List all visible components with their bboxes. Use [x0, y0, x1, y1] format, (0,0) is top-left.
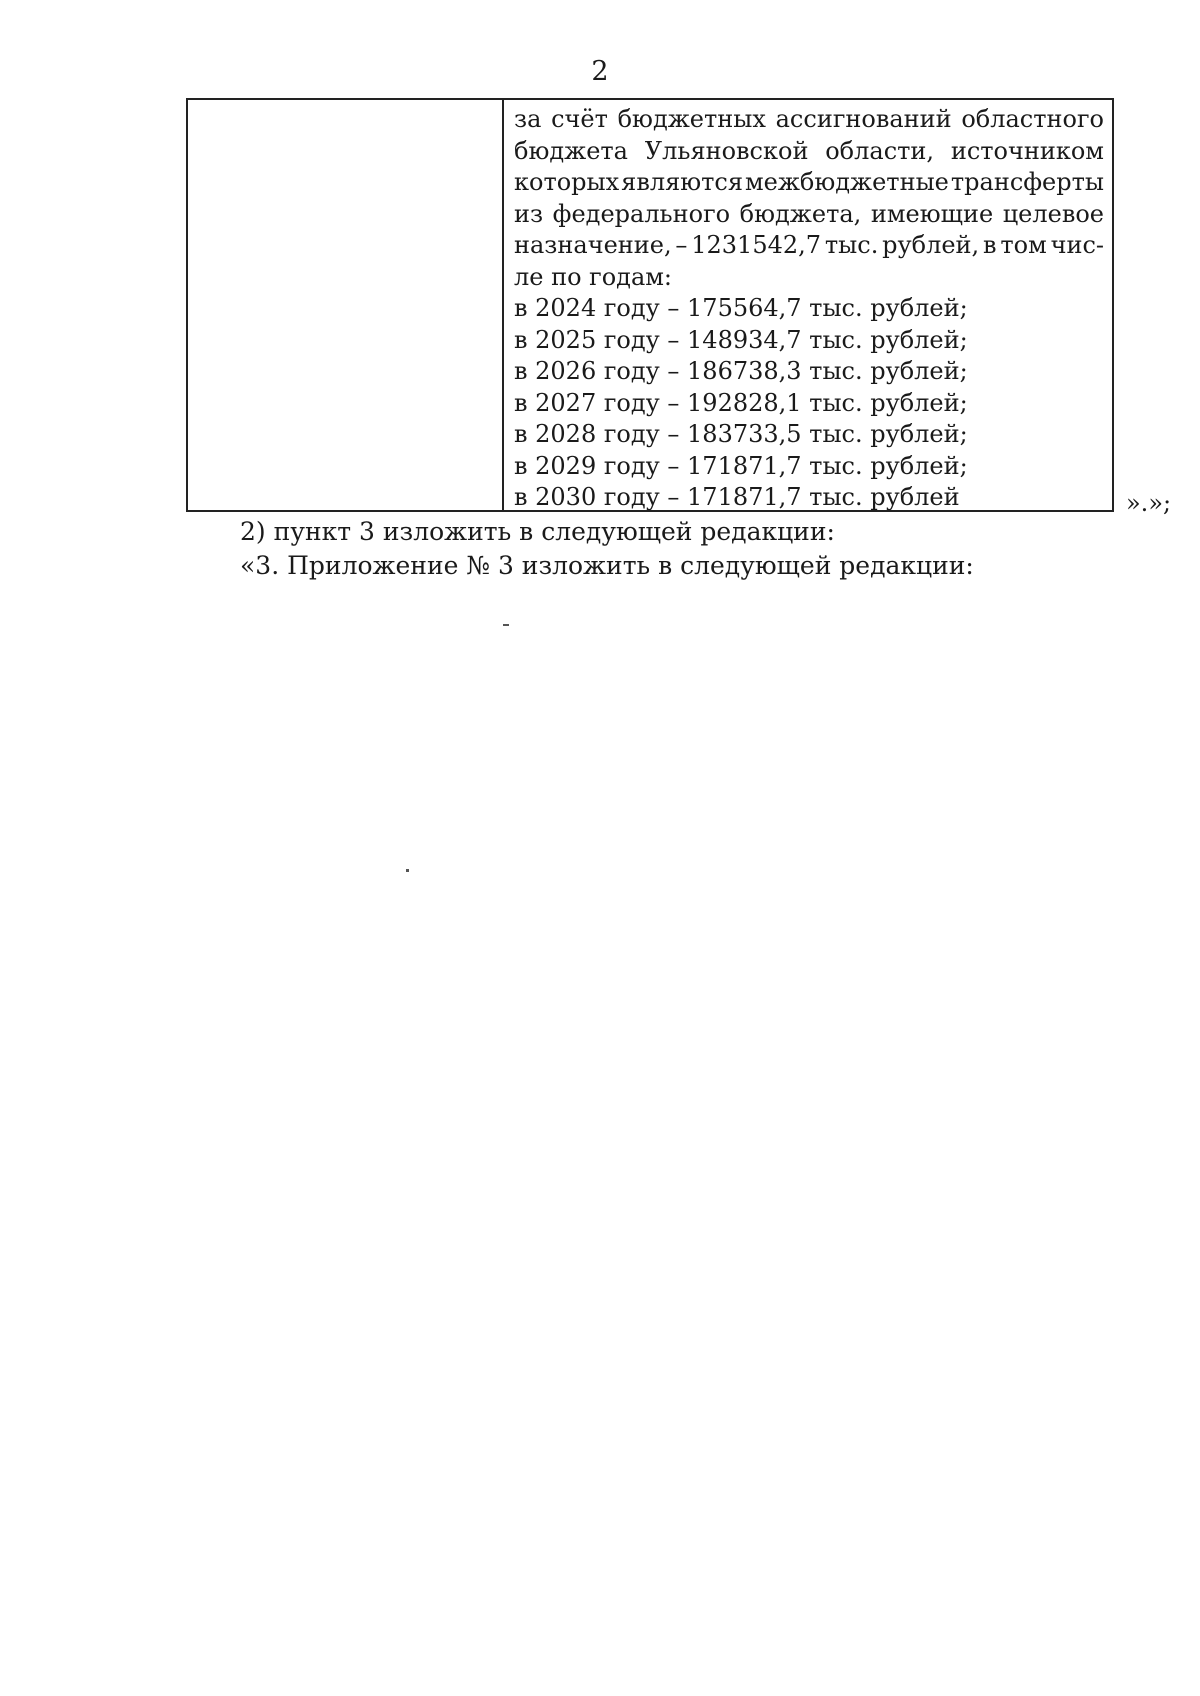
table-right-cell [514, 104, 1104, 514]
cell-line: ле по годам: [514, 262, 673, 291]
cell-word: рублей, [882, 231, 980, 259]
cell-word: являются [621, 168, 743, 196]
cell-word: том [1000, 231, 1047, 259]
cell-word: бюджета, [739, 199, 862, 228]
cell-line: в 2029 году – 171871,7 тыс. рублей; [514, 451, 968, 480]
cell-word: трансферты [950, 168, 1104, 196]
table-left-cell [188, 100, 504, 510]
scan-speck [503, 624, 509, 626]
page-number: 2 [591, 56, 609, 87]
cell-word: области, [825, 136, 935, 165]
cell-word: источником [950, 136, 1104, 165]
cell-word: бюджетных [617, 105, 766, 133]
cell-word: счёт [551, 105, 608, 133]
scan-speck [406, 869, 409, 872]
cell-word: за [514, 105, 542, 133]
cell-word: 1231542,7 [691, 231, 822, 259]
cell-word: тыс. [824, 231, 879, 259]
cell-word: назначение, [514, 231, 672, 259]
cell-line: в 2026 году – 186738,3 тыс. рублей; [514, 357, 968, 385]
amendment-table [186, 98, 1114, 512]
cell-line [514, 199, 1104, 231]
cell-word: имеющие [870, 199, 994, 228]
cell-line [514, 167, 1104, 199]
cell-word: целевое [1002, 199, 1104, 228]
cell-word: межбюджетные [744, 168, 949, 196]
cell-word: Ульяновской [644, 136, 809, 165]
cell-word: – [675, 231, 688, 259]
cell-word: которых [514, 168, 620, 196]
cell-line: в 2028 году – 183733,5 тыс. рублей; [514, 420, 968, 448]
paragraph-appendix-3: «3. Приложение № 3 изложить в следующей редакции: [240, 551, 974, 580]
cell-word: чис- [1050, 231, 1104, 259]
cell-word: ассигнований [775, 105, 952, 133]
cell-line [514, 104, 1104, 136]
cell-word: в [983, 231, 997, 259]
cell-line [514, 230, 1104, 262]
cell-line: в 2025 году – 148934,7 тыс. рублей; [514, 325, 968, 354]
cell-line: в 2030 году – 171871,7 тыс. рублей [514, 483, 960, 511]
cell-line: в 2027 году – 192828,1 тыс. рублей; [514, 388, 968, 417]
cell-word: из [514, 199, 544, 228]
paragraph-item-2: 2) пункт 3 изложить в следующей редакции: [240, 517, 835, 546]
cell-word: федерального [552, 199, 731, 228]
cell-word: областного [961, 105, 1104, 133]
cell-line: в 2024 году – 175564,7 тыс. рублей; [514, 294, 968, 322]
closing-quote: ».»; [1126, 489, 1172, 517]
cell-line [514, 136, 1104, 168]
cell-word: бюджета [514, 136, 628, 165]
